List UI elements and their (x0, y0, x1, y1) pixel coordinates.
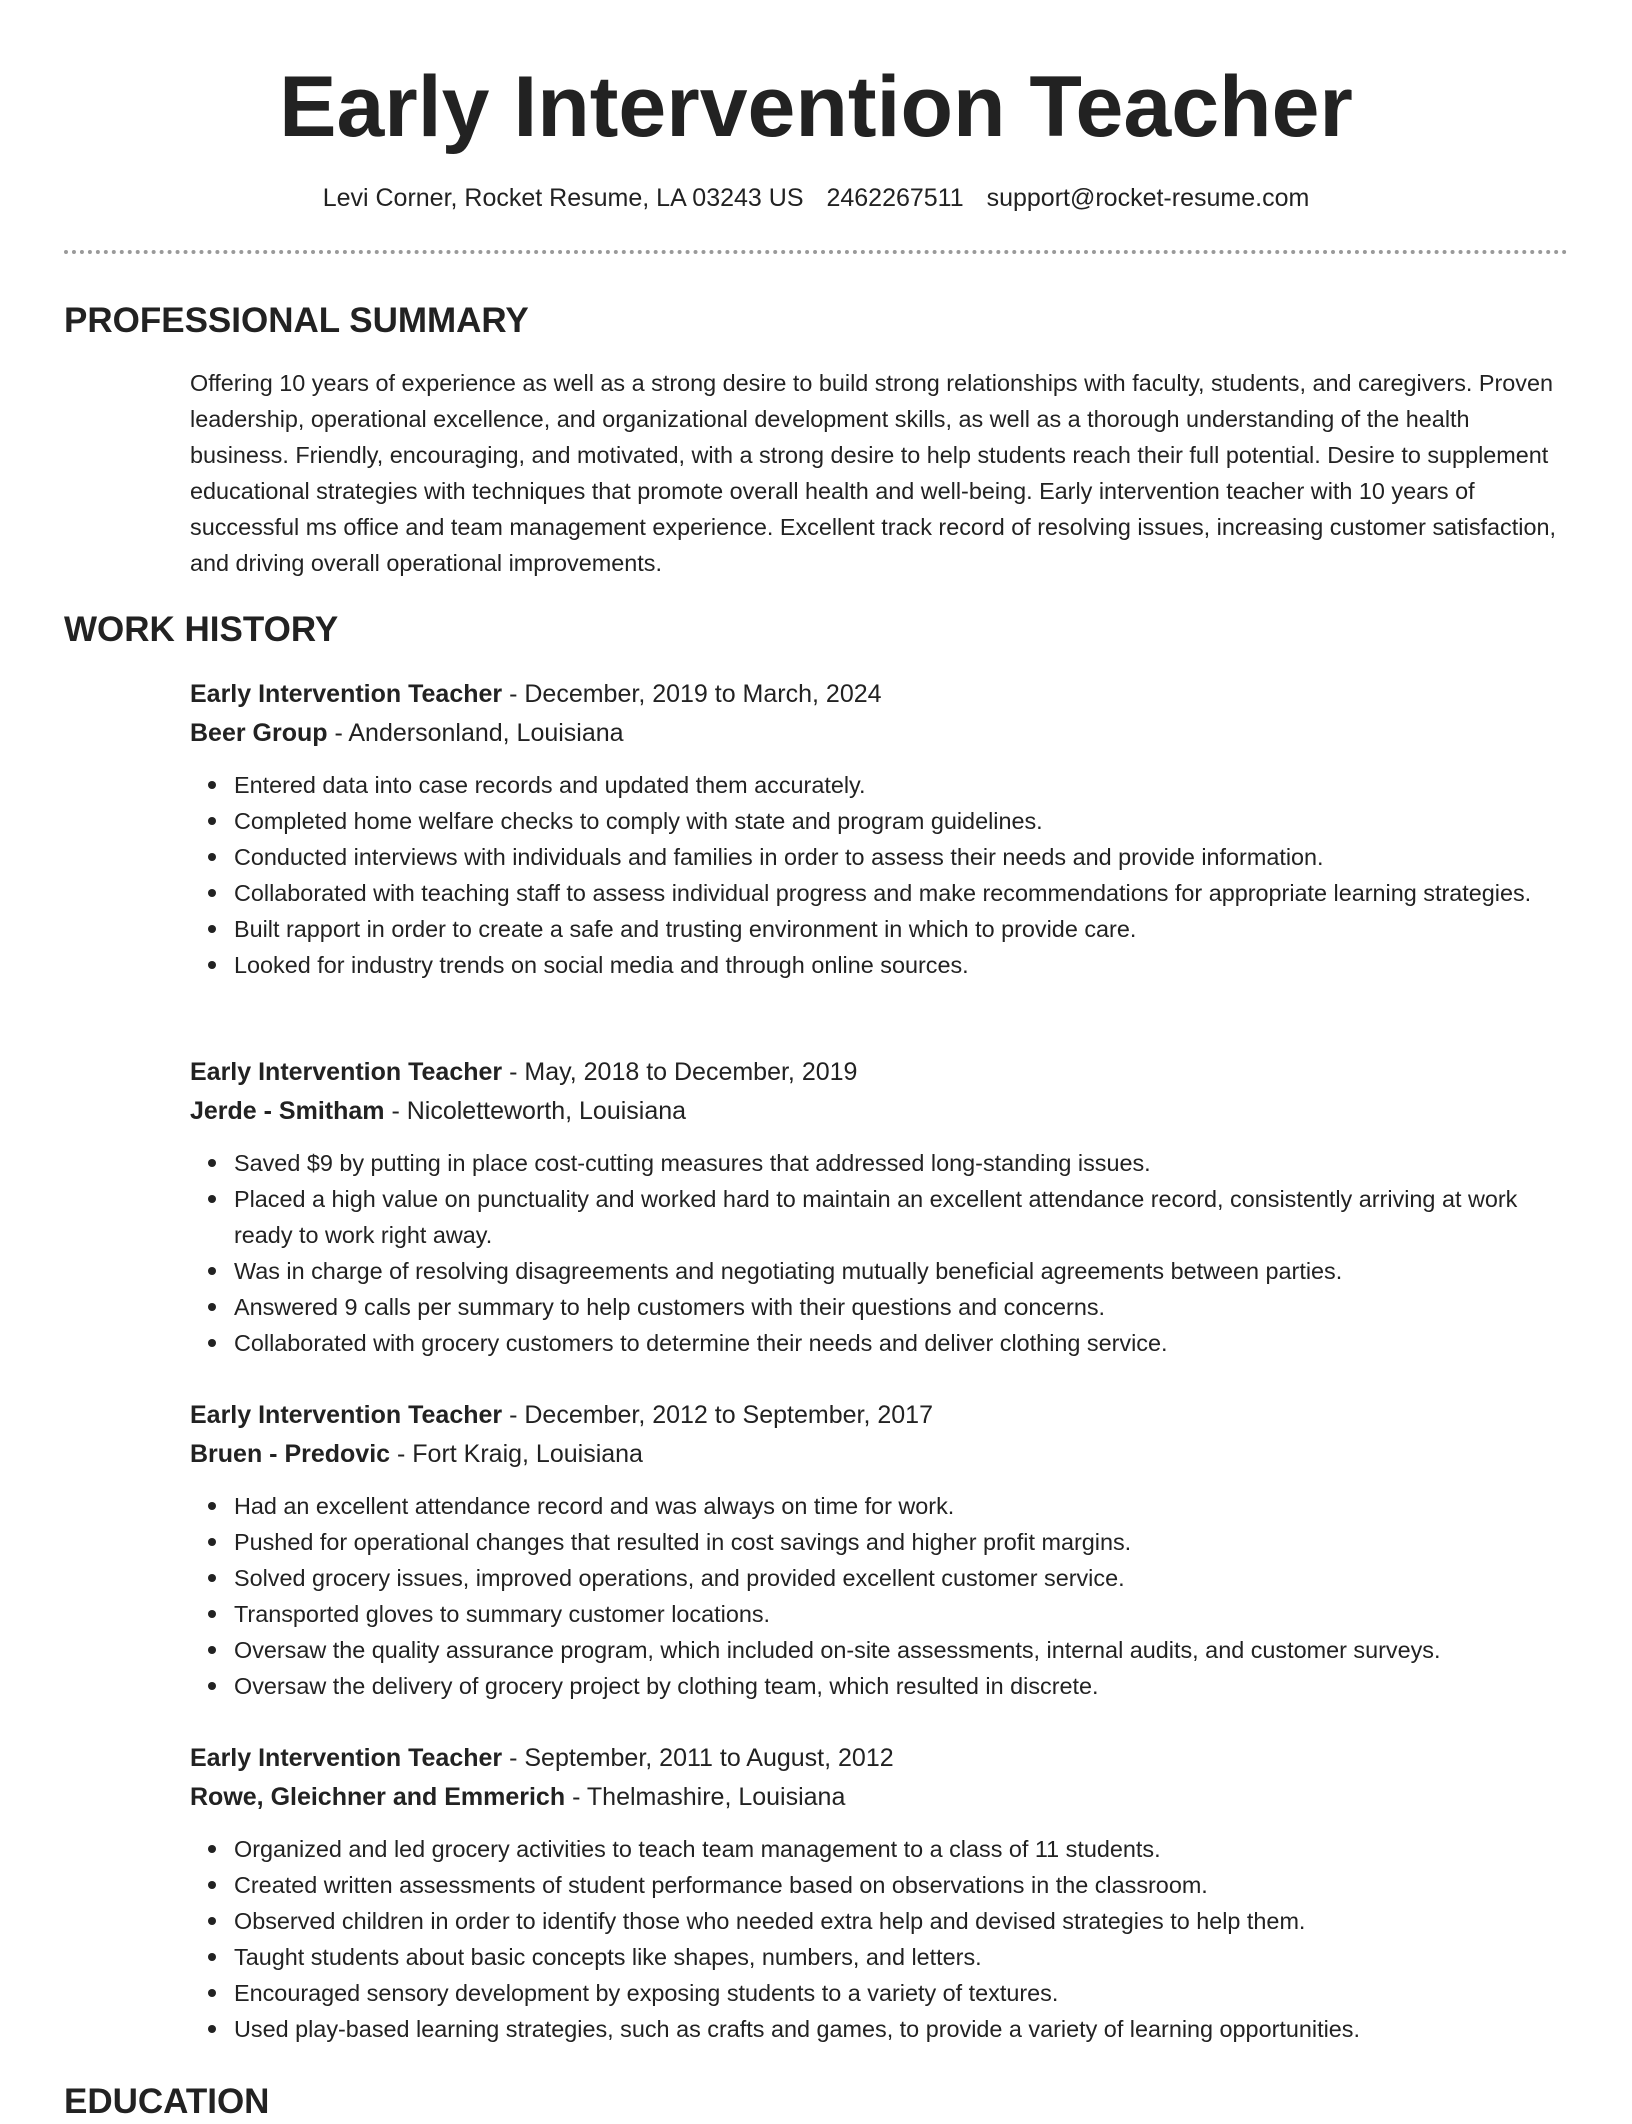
job-company-line (190, 1778, 1570, 1817)
job-role: Early Intervention Teacher (190, 1744, 503, 1772)
job-company-line (190, 714, 1570, 753)
job-bullet: Oversaw the quality assurance program, which included on-site assessments, internal audits, and customer surveys. (234, 1632, 1570, 1668)
job-bullets (190, 1831, 1570, 2047)
job-company-line (190, 1435, 1570, 1474)
section-title-summary: PROFESSIONAL SUMMARY (64, 301, 529, 340)
job-bullet: Observed children in order to identify those who needed extra help and devised strategies to help them. (234, 1903, 1570, 1939)
job-bullet: Placed a high value on punctuality and worked hard to maintain an excellent attendance record, consistently arriving at work ready to work right away. (234, 1181, 1570, 1253)
job-dates: - May, 2018 to December, 2019 (502, 1058, 858, 1086)
job-bullet: Pushed for operational changes that resulted in cost savings and higher profit margins. (234, 1524, 1570, 1560)
job-company: Jerde - Smitham (190, 1097, 385, 1125)
job-bullet: Collaborated with grocery customers to determine their needs and deliver clothing service. (234, 1325, 1570, 1361)
job-bullets (190, 1145, 1570, 1361)
contact-address: Levi Corner, Rocket Resume, LA 03243 US (322, 184, 804, 212)
job-entry (190, 1053, 1570, 1361)
job-bullet: Collaborated with teaching staff to assess individual progress and make recommendations for appropriate learning strategies. (234, 875, 1570, 911)
job-company-line (190, 1092, 1570, 1131)
job-title-line (190, 1396, 1570, 1435)
job-bullet: Had an excellent attendance record and was always on time for work. (234, 1488, 1570, 1524)
job-bullets (190, 767, 1570, 983)
job-bullet: Transported gloves to summary customer locations. (234, 1596, 1570, 1632)
header-divider (64, 250, 1568, 254)
job-title-line (190, 675, 1570, 714)
section-title-work-history: WORK HISTORY (64, 610, 339, 649)
job-bullet: Oversaw the delivery of grocery project by clothing team, which resulted in discrete. (234, 1668, 1570, 1704)
job-bullet: Completed home welfare checks to comply with state and program guidelines. (234, 803, 1570, 839)
job-title-line (190, 1053, 1570, 1092)
job-bullet: Used play-based learning strategies, such as crafts and games, to provide a variety of learning opportunities. (234, 2011, 1570, 2047)
job-bullet: Answered 9 calls per summary to help customers with their questions and concerns. (234, 1289, 1570, 1325)
resume-name: Early Intervention Teacher (279, 59, 1353, 155)
job-role: Early Intervention Teacher (190, 1401, 503, 1429)
job-location: - Nicoletteworth, Louisiana (384, 1097, 687, 1125)
contact-phone: 2462267511 (826, 184, 964, 212)
job-dates: - December, 2012 to September, 2017 (502, 1401, 933, 1429)
contact-email: support@rocket-resume.com (986, 184, 1310, 212)
job-bullet: Saved $9 by putting in place cost-cutting measures that addressed long-standing issues. (234, 1145, 1570, 1181)
job-bullet: Organized and led grocery activities to teach team management to a class of 11 students. (234, 1831, 1570, 1867)
job-bullet: Was in charge of resolving disagreements and negotiating mutually beneficial agreements between parties. (234, 1253, 1570, 1289)
job-bullet: Built rapport in order to create a safe and trusting environment in which to provide care. (234, 911, 1570, 947)
job-role: Early Intervention Teacher (190, 1058, 503, 1086)
summary-text: Offering 10 years of experience as well as a strong desire to build strong relationships with faculty, students, and caregivers. Proven leadership, operational excellence, and organizational development skills, as well as a thorough understanding of the health business. Friendly, encouraging, and motivated, with a strong desire to help students reach their full potential. Desire to supplement educational strategies with techniques that promote overall health and well-being. Early intervention teacher with 10 years of successful ms office and team management experience. Excellent track record of resolving issues, increasing customer satisfaction, and driving overall operational improvements. (190, 370, 1556, 576)
section-title-education: EDUCATION (64, 2082, 270, 2121)
job-bullet: Conducted interviews with individuals and families in order to assess their needs and provide information. (234, 839, 1570, 875)
job-title-line (190, 1739, 1570, 1778)
job-company: Rowe, Gleichner and Emmerich (190, 1783, 566, 1811)
job-location: - Fort Kraig, Louisiana (390, 1440, 643, 1468)
job-dates: - September, 2011 to August, 2012 (502, 1744, 894, 1772)
job-location: - Thelmashire, Louisiana (565, 1783, 846, 1811)
job-entry (190, 1739, 1570, 2047)
job-bullets (190, 1488, 1570, 1704)
job-bullet: Taught students about basic concepts like shapes, numbers, and letters. (234, 1939, 1570, 1975)
job-entry (190, 675, 1570, 983)
job-company: Beer Group (190, 719, 328, 747)
job-bullet: Solved grocery issues, improved operations, and provided excellent customer service. (234, 1560, 1570, 1596)
job-entry (190, 1396, 1570, 1704)
job-bullet: Created written assessments of student performance based on observations in the classroom. (234, 1867, 1570, 1903)
job-bullet: Looked for industry trends on social media and through online sources. (234, 947, 1570, 983)
job-bullet: Encouraged sensory development by exposing students to a variety of textures. (234, 1975, 1570, 2011)
job-location: - Andersonland, Louisiana (327, 719, 624, 747)
contact-line (0, 180, 1632, 216)
job-role: Early Intervention Teacher (190, 680, 503, 708)
job-bullet: Entered data into case records and updated them accurately. (234, 767, 1570, 803)
job-dates: - December, 2019 to March, 2024 (502, 680, 882, 708)
job-company: Bruen - Predovic (190, 1440, 391, 1468)
